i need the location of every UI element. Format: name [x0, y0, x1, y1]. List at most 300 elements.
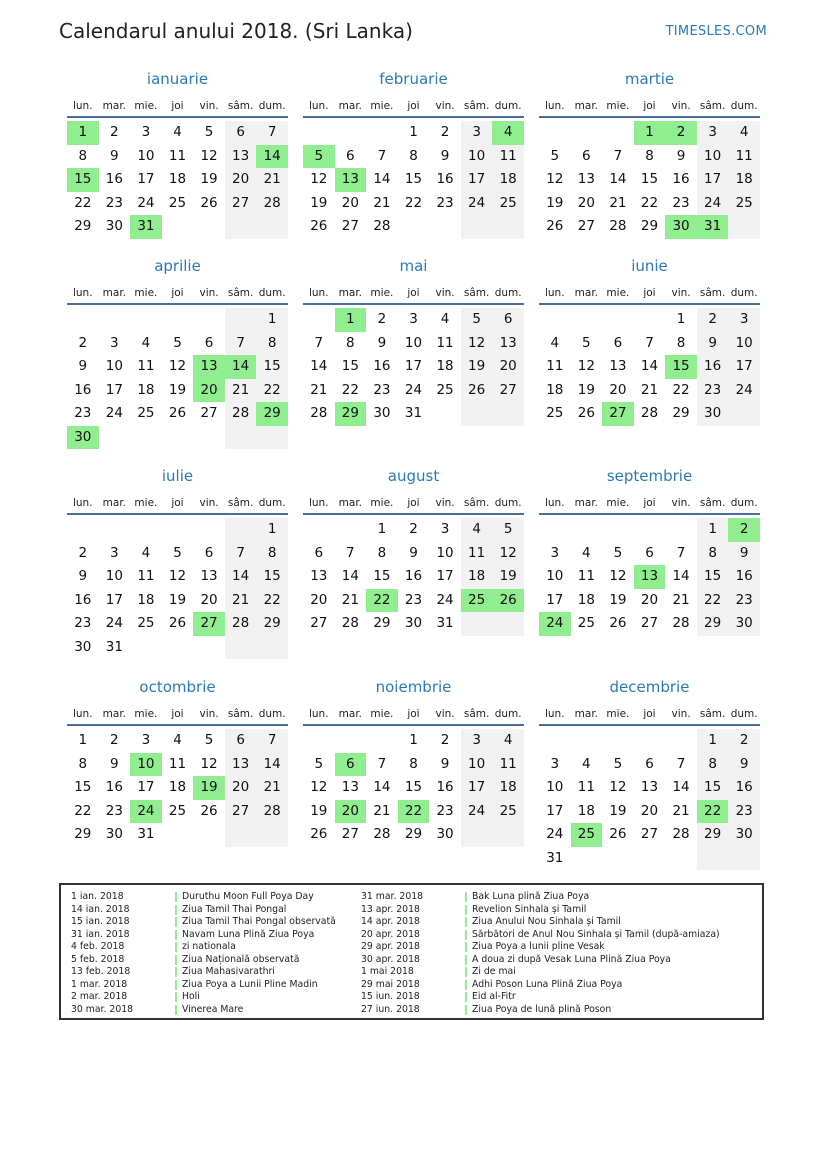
day-cell: 29	[74, 826, 92, 842]
weekend-day-cell: 1	[697, 518, 729, 542]
day-cell: 4	[582, 755, 591, 772]
weekday-header: vin.	[199, 708, 219, 720]
weekday-header: vin.	[435, 287, 455, 299]
day-cell: 6	[582, 147, 591, 164]
day-cell: 8	[377, 544, 387, 561]
weekend-day-cell: 17	[697, 168, 729, 192]
header-rule	[303, 303, 524, 305]
legend-marker	[465, 930, 467, 940]
day-cell: 31	[404, 405, 423, 421]
weekday-header: mie.	[606, 287, 630, 299]
day-cell: 25	[168, 802, 187, 819]
month-name: decembrie	[609, 678, 690, 696]
weekend-day-cell: 13	[492, 332, 524, 356]
weekend-day-cell: 3	[697, 121, 729, 145]
day-cell: 7	[645, 334, 654, 351]
legend-holiday-name: Revelion Sinhala și Tamil	[472, 903, 587, 915]
day-cell: 18	[168, 779, 187, 795]
day-cell: 24	[105, 405, 123, 421]
empty-weekend-cell	[492, 215, 524, 239]
weekend-day-cell: 22	[697, 589, 729, 613]
weekend-day-cell: 21	[256, 168, 288, 192]
day-cell: 2	[78, 544, 88, 561]
day-cell: 21	[609, 194, 627, 211]
legend-marker	[465, 955, 467, 965]
header-rule	[539, 303, 760, 305]
weekend-day-cell: 10	[461, 753, 493, 777]
weekend-day-cell: 16	[728, 565, 760, 589]
day-cell: 16	[436, 779, 454, 795]
day-cell: 27	[640, 826, 659, 842]
legend-holiday-name: Bak Luna plină Ziua Poya	[472, 891, 590, 902]
brand-link[interactable]: TIMESLES.COM	[665, 24, 767, 39]
day-cell: 31	[436, 615, 454, 631]
weekday-header: lun.	[544, 287, 565, 299]
weekend-day-cell: 30	[728, 612, 760, 636]
day-cell: 26	[577, 405, 595, 421]
day-cell: 24	[137, 194, 155, 211]
day-cell: 6	[613, 334, 623, 351]
legend-date: 13 apr. 2018	[361, 903, 420, 915]
day-cell: 11	[577, 779, 595, 795]
legend-marker	[175, 955, 177, 965]
weekend-day-cell: 6	[225, 729, 257, 753]
day-cell: 17	[546, 802, 564, 819]
day-cell: 29	[404, 826, 423, 842]
weekend-day-cell: 23	[728, 589, 760, 613]
day-cell: 27	[341, 218, 359, 234]
weekend-day-cell: 27	[225, 800, 257, 824]
weekday-header: joi	[407, 100, 420, 112]
weekend-day-cell: 6	[492, 308, 524, 332]
day-cell: 20	[577, 194, 595, 211]
day-cell: 28	[640, 405, 659, 421]
day-cell: 14	[373, 171, 391, 187]
day-cell: 26	[168, 615, 187, 631]
day-cell: 7	[676, 755, 686, 772]
day-cell: 15	[640, 171, 659, 187]
weekday-header: dum.	[730, 100, 758, 112]
day-cell: 10	[546, 779, 564, 795]
weekend-day-cell: 8	[697, 542, 729, 566]
weekday-header: lun.	[308, 708, 329, 720]
holiday-day-cell: 26	[492, 589, 524, 613]
holiday-day-cell: 31	[697, 215, 729, 239]
holiday-day-cell: 22	[366, 589, 398, 613]
day-cell: 19	[310, 802, 328, 819]
day-cell: 30	[373, 405, 391, 421]
day-cell: 26	[609, 615, 627, 631]
day-cell: 14	[373, 779, 391, 795]
day-cell: 10	[137, 147, 155, 164]
weekend-day-cell: 23	[697, 379, 729, 403]
weekend-day-cell: 22	[256, 589, 288, 613]
empty-weekend-cell	[256, 636, 288, 660]
empty-weekend-cell	[225, 636, 257, 660]
weekday-header: sâm.	[463, 497, 490, 509]
day-cell: 8	[676, 334, 686, 351]
weekend-day-cell: 21	[225, 379, 257, 403]
day-cell: 28	[310, 405, 328, 421]
empty-weekend-cell	[256, 426, 288, 450]
day-cell: 1	[78, 732, 88, 748]
legend-holiday-name: Ziua Națională observată	[182, 953, 300, 965]
day-cell: 17	[436, 568, 454, 584]
weekday-header: sâm.	[699, 708, 726, 720]
holiday-day-cell: 5	[303, 145, 335, 169]
weekend-day-cell: 2	[697, 308, 729, 332]
weekend-day-cell: 29	[256, 612, 288, 636]
legend-date: 30 mar. 2018	[71, 1003, 134, 1015]
legend-date: 2 mar. 2018	[71, 991, 128, 1002]
legend-holiday-name: Eid al-Fitr	[472, 991, 516, 1002]
weekday-header: sâm.	[227, 497, 254, 509]
weekend-day-cell: 3	[728, 308, 760, 332]
day-cell: 14	[640, 358, 659, 374]
empty-weekend-cell	[461, 823, 493, 847]
day-cell: 12	[310, 171, 328, 187]
empty-weekend-cell	[492, 823, 524, 847]
day-cell: 20	[200, 591, 218, 608]
weekday-header: mar.	[338, 497, 363, 509]
day-cell: 14	[341, 568, 359, 584]
holiday-day-cell: 22	[398, 800, 430, 824]
day-cell: 27	[640, 615, 659, 631]
empty-weekend-cell	[225, 518, 257, 542]
legend-marker	[175, 892, 177, 902]
weekday-header: mar.	[102, 708, 127, 720]
weekend-day-cell: 15	[256, 355, 288, 379]
day-cell: 22	[404, 194, 423, 211]
weekend-day-cell: 17	[461, 776, 493, 800]
legend-date: 30 apr. 2018	[361, 953, 420, 965]
weekend-day-cell: 8	[256, 332, 288, 356]
day-cell: 8	[78, 147, 88, 164]
day-cell: 16	[373, 358, 391, 374]
day-cell: 12	[200, 147, 218, 164]
legend-marker	[465, 1005, 467, 1015]
day-cell: 1	[676, 311, 686, 327]
day-cell: 26	[310, 826, 328, 842]
header-rule	[67, 724, 288, 726]
day-cell: 18	[577, 591, 595, 608]
weekend-day-cell: 18	[492, 168, 524, 192]
day-cell: 14	[310, 358, 328, 374]
weekend-day-cell: 27	[225, 192, 257, 216]
holiday-day-cell: 4	[492, 121, 524, 145]
day-cell: 14	[609, 171, 627, 187]
weekday-header: lun.	[308, 497, 329, 509]
empty-weekend-cell	[492, 612, 524, 636]
day-cell: 11	[577, 568, 595, 584]
weekend-day-cell: 27	[492, 379, 524, 403]
weekend-day-cell: 24	[697, 192, 729, 216]
legend-holiday-name: Holi	[182, 991, 200, 1002]
legend-marker	[175, 930, 177, 940]
day-cell: 17	[137, 171, 155, 187]
day-cell: 11	[137, 568, 155, 584]
legend-marker	[175, 992, 177, 1002]
empty-weekend-cell	[728, 847, 760, 871]
weekend-day-cell: 28	[256, 800, 288, 824]
day-cell: 21	[373, 194, 391, 211]
weekend-day-cell: 7	[225, 332, 257, 356]
legend-holiday-name: zi nationala	[182, 941, 236, 952]
holiday-day-cell: 1	[335, 308, 367, 332]
day-cell: 16	[105, 779, 123, 795]
legend-date: 14 apr. 2018	[361, 916, 420, 927]
weekday-header: vin.	[435, 100, 455, 112]
day-cell: 14	[672, 568, 690, 584]
holiday-day-cell: 24	[539, 612, 571, 636]
weekend-day-cell: 3	[461, 729, 493, 753]
day-cell: 16	[436, 171, 454, 187]
weekend-day-cell: 8	[697, 753, 729, 777]
day-cell: 26	[168, 405, 187, 421]
legend-date: 14 ian. 2018	[71, 903, 130, 915]
weekday-header: joi	[171, 287, 184, 299]
day-cell: 31	[105, 638, 123, 655]
weekday-header: vin.	[671, 497, 691, 509]
day-cell: 25	[137, 615, 155, 631]
holiday-day-cell: 29	[335, 402, 367, 426]
day-cell: 2	[440, 124, 450, 140]
day-cell: 3	[550, 755, 560, 772]
weekend-day-cell: 18	[461, 565, 493, 589]
day-cell: 4	[173, 732, 182, 748]
weekday-header: mar.	[102, 100, 127, 112]
day-cell: 29	[373, 615, 391, 631]
day-cell: 17	[105, 591, 123, 608]
day-cell: 27	[341, 826, 359, 842]
day-cell: 3	[110, 544, 119, 561]
day-cell: 30	[74, 638, 92, 655]
day-cell: 19	[310, 194, 328, 211]
empty-weekend-cell	[697, 847, 729, 871]
legend-date: 5 feb. 2018	[71, 953, 125, 965]
day-cell: 1	[377, 521, 387, 537]
weekend-day-cell: 20	[225, 776, 257, 800]
day-cell: 24	[404, 381, 423, 398]
weekend-day-cell: 14	[256, 753, 288, 777]
legend-holiday-name: A doua zi după Vesak Luna Plină Ziua Poya	[472, 953, 671, 965]
weekend-day-cell: 15	[697, 565, 729, 589]
day-cell: 11	[168, 755, 187, 772]
day-cell: 2	[409, 521, 418, 537]
weekend-day-cell: 11	[492, 145, 524, 169]
legend-date: 1 mai 2018	[361, 966, 414, 977]
holiday-legend	[59, 883, 764, 1020]
weekend-day-cell: 9	[728, 753, 760, 777]
day-cell: 16	[74, 591, 92, 608]
holiday-day-cell: 22	[697, 800, 729, 824]
day-cell: 21	[373, 802, 391, 819]
weekend-day-cell: 12	[492, 542, 524, 566]
legend-holiday-name: Navam Luna Plină Ziua Poya	[182, 928, 315, 940]
day-cell: 1	[409, 124, 418, 140]
holiday-day-cell: 24	[130, 800, 162, 824]
legend-marker	[465, 967, 467, 977]
weekend-day-cell: 11	[728, 145, 760, 169]
weekend-day-cell: 28	[225, 402, 257, 426]
day-cell: 20	[341, 194, 359, 211]
weekend-day-cell: 25	[492, 800, 524, 824]
weekend-day-cell: 12	[461, 332, 493, 356]
day-cell: 12	[609, 568, 627, 584]
legend-date: 15 iun. 2018	[361, 991, 420, 1002]
day-cell: 10	[546, 568, 564, 584]
weekday-header: mie.	[606, 497, 630, 509]
weekday-header: sâm.	[227, 708, 254, 720]
weekday-header: joi	[171, 497, 184, 509]
weekday-header: sâm.	[463, 287, 490, 299]
day-cell: 4	[173, 124, 182, 140]
day-cell: 9	[377, 334, 387, 351]
holiday-day-cell: 14	[256, 145, 288, 169]
weekday-header: lun.	[544, 708, 565, 720]
weekday-header: mar.	[338, 287, 363, 299]
weekend-day-cell: 26	[461, 379, 493, 403]
day-cell: 17	[546, 591, 564, 608]
day-cell: 9	[409, 544, 418, 561]
holiday-day-cell: 15	[665, 355, 697, 379]
weekend-day-cell: 7	[256, 729, 288, 753]
day-cell: 22	[74, 194, 92, 211]
day-cell: 23	[373, 381, 391, 398]
day-cell: 18	[436, 358, 454, 374]
page-title: Calendarul anului 2018. (Sri Lanka)	[59, 19, 413, 43]
day-cell: 5	[613, 544, 623, 561]
holiday-day-cell: 25	[571, 823, 603, 847]
legend-marker	[465, 905, 467, 915]
day-cell: 23	[74, 615, 92, 631]
header-rule	[539, 513, 760, 515]
day-cell: 5	[204, 732, 214, 748]
day-cell: 6	[645, 544, 654, 561]
day-cell: 24	[436, 591, 454, 608]
weekend-day-cell: 10	[697, 145, 729, 169]
day-cell: 15	[404, 779, 423, 795]
weekday-header: sâm.	[699, 497, 726, 509]
legend-holiday-name: Vinerea Mare	[182, 1003, 244, 1015]
day-cell: 4	[582, 544, 591, 561]
holiday-day-cell: 13	[193, 355, 225, 379]
day-cell: 18	[546, 381, 564, 398]
day-cell: 12	[168, 358, 187, 374]
day-cell: 19	[546, 194, 564, 211]
weekday-header: joi	[643, 100, 656, 112]
legend-marker	[175, 942, 177, 952]
day-cell: 6	[346, 147, 355, 164]
legend-date: 13 feb. 2018	[71, 966, 131, 977]
legend-marker	[175, 905, 177, 915]
day-cell: 12	[546, 171, 564, 187]
day-cell: 26	[609, 826, 627, 842]
weekday-header: sâm.	[463, 708, 490, 720]
day-cell: 11	[546, 358, 564, 374]
day-cell: 18	[137, 591, 155, 608]
empty-weekend-cell	[256, 215, 288, 239]
weekend-day-cell: 15	[697, 776, 729, 800]
day-cell: 16	[404, 568, 423, 584]
day-cell: 25	[436, 381, 454, 398]
weekend-day-cell: 29	[697, 823, 729, 847]
weekday-header: lun.	[544, 100, 565, 112]
weekend-day-cell: 7	[256, 121, 288, 145]
legend-marker	[175, 967, 177, 977]
weekend-day-cell: 13	[225, 145, 257, 169]
holiday-day-cell: 2	[728, 518, 760, 542]
holiday-day-cell: 1	[67, 121, 99, 145]
day-cell: 10	[105, 568, 123, 584]
day-cell: 2	[110, 732, 119, 748]
day-cell: 25	[168, 194, 187, 211]
weekend-day-cell: 30	[697, 402, 729, 426]
empty-weekend-cell	[728, 402, 760, 426]
day-cell: 18	[168, 171, 187, 187]
day-cell: 26	[200, 194, 218, 211]
day-cell: 17	[137, 779, 155, 795]
day-cell: 28	[341, 615, 359, 631]
empty-weekend-cell	[225, 308, 257, 332]
empty-weekend-cell	[728, 215, 760, 239]
weekend-day-cell: 28	[225, 612, 257, 636]
weekday-header: lun.	[72, 708, 93, 720]
weekday-header: vin.	[199, 497, 219, 509]
day-cell: 23	[74, 405, 92, 421]
day-cell: 8	[645, 147, 654, 164]
day-cell: 19	[609, 591, 627, 608]
day-cell: 30	[436, 826, 454, 842]
day-cell: 4	[141, 544, 151, 561]
weekend-day-cell: 16	[728, 776, 760, 800]
weekend-day-cell: 10	[461, 145, 493, 169]
legend-marker	[465, 917, 467, 927]
day-cell: 13	[640, 779, 659, 795]
legend-date: 27 iun. 2018	[361, 1003, 420, 1015]
weekday-header: mie.	[134, 708, 158, 720]
day-cell: 29	[672, 405, 690, 421]
month-name: iunie	[631, 257, 668, 275]
weekday-header: joi	[407, 497, 420, 509]
day-cell: 11	[436, 334, 454, 351]
legend-marker	[465, 980, 467, 990]
day-cell: 5	[204, 124, 214, 140]
day-cell: 9	[110, 147, 119, 164]
weekday-header: lun.	[72, 287, 93, 299]
holiday-day-cell: 30	[665, 215, 697, 239]
weekend-day-cell: 20	[225, 168, 257, 192]
weekday-header: dum.	[258, 708, 286, 720]
empty-weekend-cell	[492, 402, 524, 426]
day-cell: 7	[613, 147, 623, 164]
day-cell: 15	[373, 568, 391, 584]
weekday-header: sâm.	[463, 100, 490, 112]
day-cell: 22	[74, 802, 92, 819]
day-cell: 2	[78, 334, 88, 351]
month-name: noiembrie	[375, 678, 452, 696]
legend-holiday-name: Ziua Poya de lună plină Poson	[472, 1003, 612, 1015]
day-cell: 10	[404, 334, 423, 351]
weekend-day-cell: 4	[461, 518, 493, 542]
weekday-header: dum.	[730, 287, 758, 299]
day-cell: 11	[168, 147, 187, 164]
day-cell: 15	[74, 779, 92, 795]
day-cell: 4	[440, 311, 450, 327]
weekend-day-cell: 4	[492, 729, 524, 753]
legend-holiday-name: Sărbători de Anul Nou Sinhala și Tamil (după-amiaza)	[472, 928, 720, 940]
day-cell: 4	[550, 334, 560, 351]
